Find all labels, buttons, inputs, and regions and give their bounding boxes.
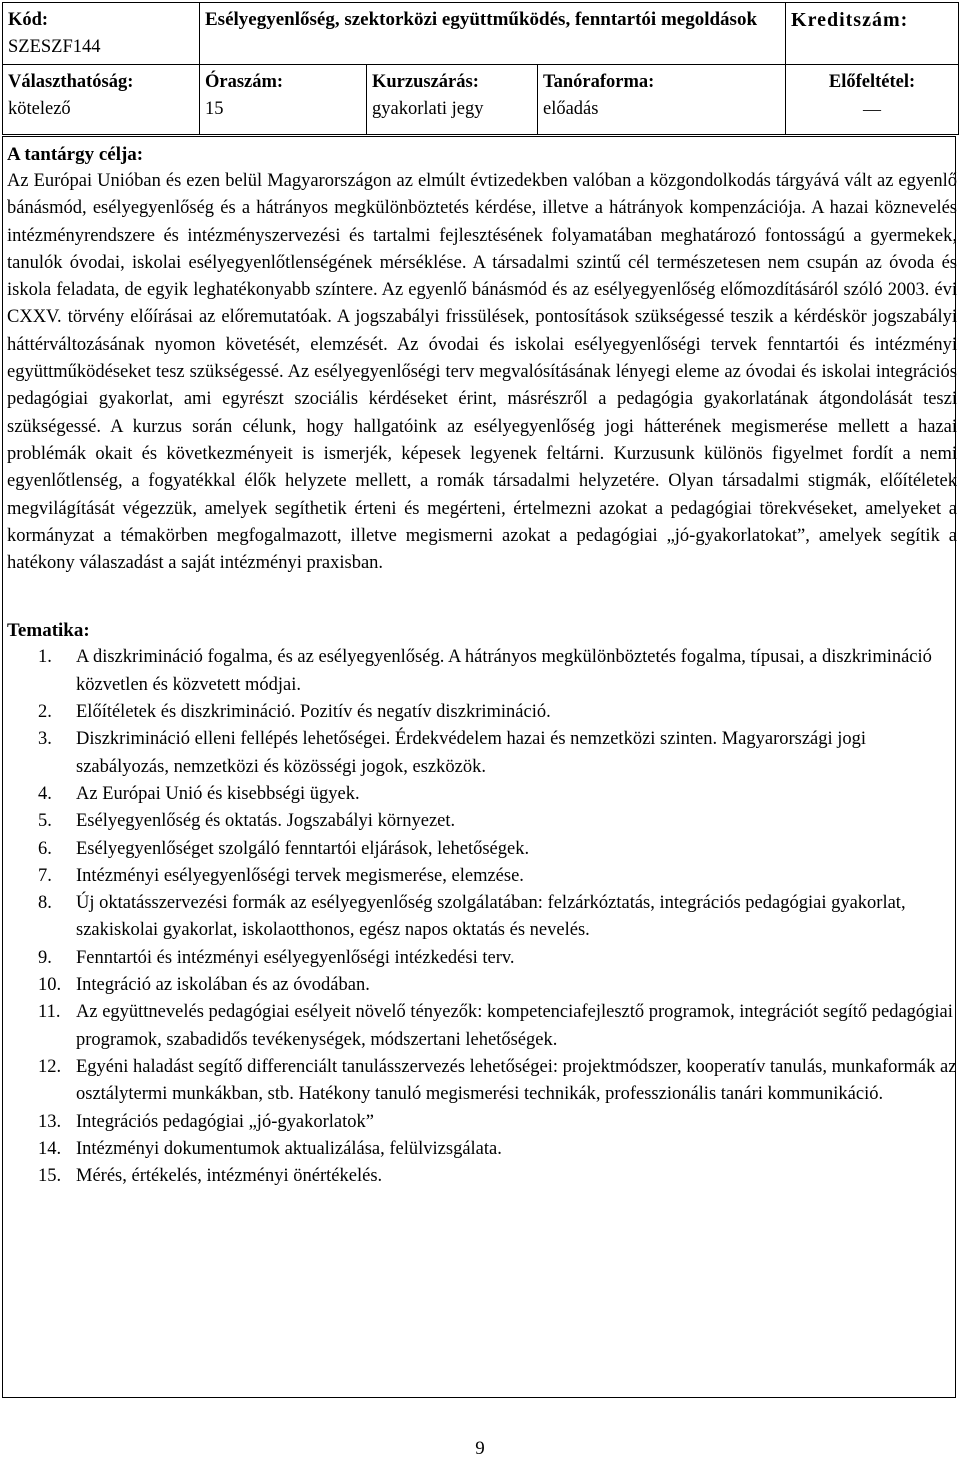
topic-text: Mérés, értékelés, intézményi önértékelés.: [76, 1166, 383, 1187]
topic-text: A diszkrimináció fogalma, és az esélyegyenlőség. A hátrányos megkülönböztetés fogalma, típusai, a diszkrimináció közvetlen és közvetett módjai.: [76, 647, 932, 695]
kurzuszaras-cell: [367, 65, 538, 135]
topic-item: [7, 863, 957, 890]
topic-number: 2.: [38, 702, 52, 723]
topic-item: [7, 999, 957, 1054]
topic-item: [7, 890, 957, 945]
topic-text: Intézményi esélyegyenlőségi tervek megismerése, elemzése.: [76, 865, 524, 886]
topic-text: Előítéletek és diszkrimináció. Pozitív és negatív diszkrimináció.: [76, 702, 551, 723]
topic-text: Az együttnevelés pedagógiai esélyeit növelő tényezők: kompetenciafejlesztő programok, integrációt segítő pedagógiai programok, szabadidős tevékenységek, módszertani lehetőségek.: [76, 1002, 953, 1050]
tanoraforma-cell: [538, 65, 786, 135]
topic-text: Diszkrimináció elleni fellépés lehetőségei. Érdekvédelem hazai és nemzetközi szinten. Magyarországi jogi szabályozás, nemzetközi és közösségi jogok, eszközök.: [76, 729, 867, 777]
course-title: Esélyegyenlőség, szektorközi együttműködés, fenntartói megoldások: [205, 9, 758, 30]
kod-value: SZESZF144: [8, 37, 101, 57]
topic-item: [7, 1136, 957, 1163]
kredit-label: Kreditszám:: [791, 9, 909, 31]
kredit-cell: [786, 3, 959, 65]
topic-item: [7, 699, 957, 726]
oraszam-value: 15: [205, 99, 224, 119]
elofeltetel-cell: [786, 65, 959, 135]
valaszthatosag-cell: [3, 65, 200, 135]
topic-number: 11.: [38, 1002, 61, 1023]
course-title-cell: [200, 3, 786, 65]
tanoraforma-label: Tanóraforma:: [543, 72, 655, 92]
topic-text: Esélyegyenlőség és oktatás. Jogszabályi környezet.: [76, 811, 456, 832]
elofeltetel-value: —: [863, 99, 882, 119]
tematika-heading: Tematika:: [7, 620, 90, 642]
topic-number: 1.: [38, 647, 52, 668]
topic-item: [7, 781, 957, 808]
kurzuszaras-value: gyakorlati jegy: [372, 99, 484, 119]
topic-number: 9.: [38, 947, 52, 968]
topic-number: 7.: [38, 865, 52, 886]
topic-number: 5.: [38, 811, 52, 832]
topic-item: [7, 1054, 957, 1109]
goal-text: Az Európai Unióban és ezen belül Magyarországon az elmúlt évtizedekben valóban a közgondolkodás tárgyává vált az egyenlő bánásmód, esélyegyenlőség és a hátrányos megkülönböztetés kérdése, illetve a hátrányok kompenzációja. A hazai köznevelés intézményrendszere és intézményszervezési és tartalmi fejlesztésének folyamatában meghatározó fontosságú a gyermekek, tanulók óvodai, iskolai esélyegyenlőtlenségének mérséklése. A társadalmi szintű cél természetesen nem csupán az óvoda és iskola feladata, de egyik leghatékonyabb színtere. Az egyenlő bánásmód és az esélyegyenlőség előmozdításáról szóló 2003. évi CXXV. törvény előírásai az előremutatóak. A jogszabályi frissülések, pontosítások szükségessé teszik a kérdéskör jogszabályi háttérváltozásának nyomon követését, elemzését. Az óvodai és iskolai esélyegyenlőségi tervek fenntartói és intézményi együttműködéseket tesz szükségessé. Az esélyegyenlőségi terv megvalósításának lényegi eleme az óvodai és iskolai integrációs pedagógiai gyakorlat, ami egyrészt szociális kérdéseket érint, másrészről a pedagógia gyakorlatának átgondolását teszi szükségessé. A kurzus során célunk, hogy hallgatóink az esélyegyenlőség jogi hátterének megismerése mellett a hazai problémák okait és következményeit is ismerjék, képesek legyenek feltárni. Kurzusunk különös figyelmet fordít a nemi egyenlőtlenség, a fogyatékkal élők helyzete mellett, a romák társadalmi helyzetére. Olyan társadalmi stigmák, előítéletek megvilágítását végezzük, amelyek segíthetik érteni és megérteni, értelmezni azokat a pedagógiai törekvéseket, amelyeket a kormányzat a témakörben megfogalmazott, illetve megismerni azokat a pedagógiai „jó-gyakorlatokat”, amelyek segítik a hatékony válaszadást a saját intézményi praxisban.: [7, 171, 957, 574]
valaszthatosag-label: Választhatóság:: [8, 72, 134, 92]
topic-number: 6.: [38, 838, 52, 859]
oraszam-cell: [200, 65, 367, 135]
kurzuszaras-label: Kurzuszárás:: [372, 72, 479, 92]
topic-number: 10.: [38, 975, 62, 996]
topic-item: [7, 836, 957, 863]
topic-item: [7, 1109, 957, 1136]
topic-text: Egyéni haladást segítő differenciált tanulásszervezés lehetőségei: projektmódszer, kooperatív tanulás, munkaformák az osztálytermi munkákban, stb. Hatékony tanuló megismerési technikák, professzionális tanári kommunikáció.: [76, 1056, 957, 1105]
topic-number: 14.: [38, 1138, 62, 1159]
topic-item: [7, 972, 957, 999]
topic-number: 13.: [38, 1111, 62, 1132]
topic-number: 4.: [38, 783, 52, 804]
topic-list: [7, 644, 957, 1190]
page-number: 9: [475, 1438, 485, 1459]
content-area: [7, 141, 957, 1190]
oraszam-label: Óraszám:: [205, 72, 284, 92]
topic-text: Esélyegyenlőséget szolgáló fenntartói eljárások, lehetőségek.: [76, 838, 530, 859]
topic-text: Integrációs pedagógiai „jó-gyakorlatok”: [76, 1111, 374, 1132]
topic-item: [7, 1163, 957, 1190]
topic-text: Intézményi dokumentumok aktualizálása, felülvizsgálata.: [76, 1138, 502, 1159]
topic-number: 3.: [38, 729, 52, 750]
topic-number: 15.: [38, 1166, 62, 1187]
topic-text: Integráció az iskolában és az óvodában.: [76, 975, 370, 996]
valaszthatosag-value: kötelező: [8, 99, 71, 119]
topic-item: [7, 644, 957, 699]
kod-label: Kód:: [8, 10, 49, 30]
goal-heading: A tantárgy célja:: [7, 144, 144, 165]
topic-item: [7, 726, 957, 781]
course-header-table: [2, 2, 959, 135]
topic-number: 12.: [38, 1056, 62, 1077]
topic-text: Fenntartói és intézményi esélyegyenlőségi intézkedési terv.: [76, 947, 515, 968]
topic-text: Új oktatásszervezési formák az esélyegyenlőség szolgálatában: felzárkóztatás, integrációs pedagógiai gyakorlat, szakiskolai gyakorlat, iskolaotthonos, egész napos oktatás és nevelés.: [76, 893, 906, 941]
kod-cell: [3, 3, 200, 65]
topic-item: [7, 945, 957, 972]
topic-text: Az Európai Unió és kisebbségi ügyek.: [76, 783, 360, 804]
tanoraforma-value: előadás: [543, 99, 599, 119]
topic-number: 8.: [38, 893, 52, 914]
elofeltetel-label: Előfeltétel:: [828, 72, 916, 92]
topic-item: [7, 808, 957, 835]
